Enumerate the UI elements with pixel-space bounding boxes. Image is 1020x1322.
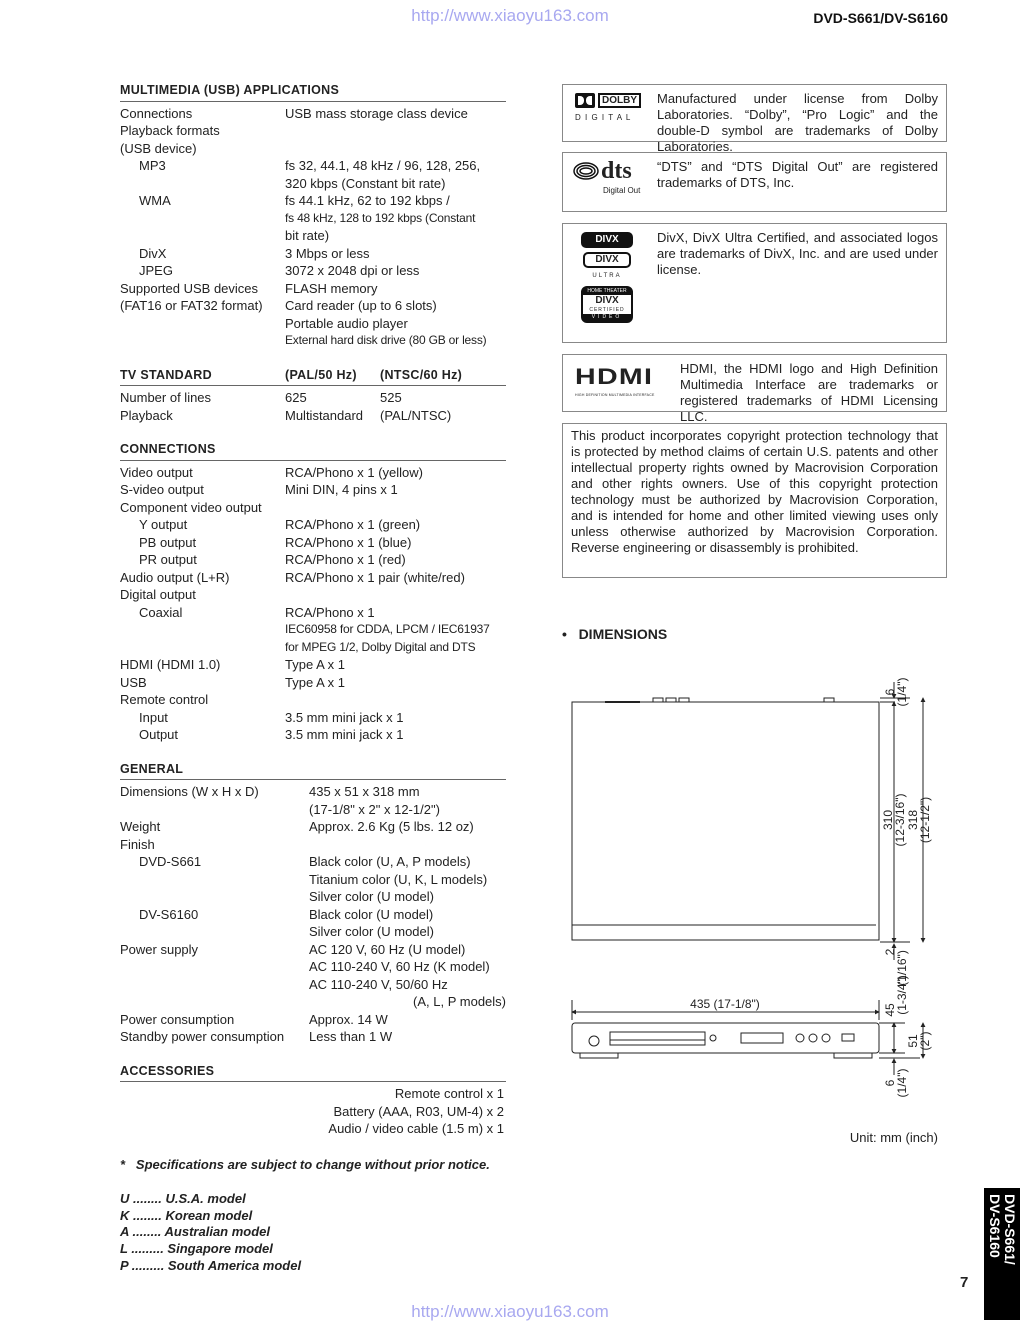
spec-value: External hard disk drive (80 GB or less)	[285, 333, 487, 347]
spec-label: Power supply	[120, 941, 199, 957]
dts-logo-subtext: Digital Out	[603, 186, 641, 195]
spec-row	[120, 941, 506, 959]
dts-trademark-text: “DTS” and “DTS Digital Out” are registered trademarks of DTS, Inc.	[657, 159, 938, 190]
spec-value: Approx. 14 W	[309, 1011, 388, 1027]
multimedia-section-title: MULTIMEDIA (USB) APPLICATIONS	[120, 82, 506, 102]
spec-value: AC 110-240 V, 60 Hz (K model)	[309, 959, 490, 974]
divx-certified-logo	[581, 286, 633, 323]
accessories-section-title: ACCESSORIES	[120, 1063, 506, 1083]
dim-top-gap-inch: (1/4")	[895, 677, 909, 707]
display-shape	[741, 1033, 783, 1043]
spec-label: Coaxial	[139, 604, 183, 620]
dim-height-body-inch: (1-3/4")	[895, 975, 909, 1015]
spec-row	[120, 297, 506, 315]
spec-label: Digital output	[120, 587, 196, 602]
spec-label: Component video output	[120, 499, 262, 515]
spec-label	[120, 332, 285, 350]
dts-trademark-box	[562, 152, 947, 212]
front-view-outline	[572, 1023, 879, 1053]
hdmi-logo-text: HDMI	[575, 364, 654, 389]
spec-value: AC 120 V, 60 Hz (U model)	[309, 941, 466, 957]
spec-value: Black color (U model)	[309, 906, 434, 922]
spec-row	[120, 656, 506, 674]
spec-value: Type A x 1	[285, 657, 345, 672]
macrovision-notice-text: This product incorporates copyright protection technology that is protected by method claims of certain U.S. patents and other intellectual property rights owned by Macrovision Corporation and other rights owners. Use of this copyright protection technology must be authorized by Macrovision Corporation, and is intended for home and other limited viewing uses only unless otherwise authorized by Macrovision Corporation. Reverse engineering or disassembly is prohibited.	[571, 428, 938, 555]
spec-row	[120, 818, 506, 836]
spec-row	[120, 140, 506, 158]
divx-home-theater-label: HOME THEATER	[583, 288, 631, 295]
spec-value: RCA/Phono x 1 pair (white/red)	[285, 569, 465, 585]
spec-label: Input	[139, 709, 168, 725]
spec-row	[120, 516, 506, 534]
double-d-icon	[575, 93, 595, 108]
spec-value: fs 48 kHz, 128 to 192 kbps (Constant	[285, 210, 476, 225]
dolby-trademark-text: Manufactured under license from Dolby Laboratories. “Dolby”, “Pro Logic” and the double-D symbol are trademarks of Dolby Laboratories.	[657, 91, 938, 154]
spec-value: 3072 x 2048 dpi or less	[285, 263, 420, 278]
spec-label: DivX	[139, 245, 167, 261]
spec-value: Silver color (U model)	[309, 889, 434, 904]
spec-label: Number of lines	[120, 390, 212, 405]
spec-row	[120, 389, 506, 407]
hdmi-logo-subtext: HIGH DEFINITION MULTIMEDIA INTERFACE	[575, 393, 655, 397]
spec-row	[120, 157, 506, 175]
spec-label: Video output	[120, 464, 193, 480]
side-tab-line: DVD-S661/	[1002, 1194, 1018, 1265]
spec-label: Output	[139, 727, 179, 742]
dimensions-drawing	[560, 660, 950, 1100]
spec-label	[120, 923, 309, 941]
spec-value: RCA/Phono x 1 (green)	[285, 517, 421, 532]
divx-certified-wordmark: DIVX	[595, 295, 619, 306]
spec-value: Portable audio player	[285, 315, 408, 331]
spec-value: (17-1/8" x 2" x 12-1/2")	[309, 801, 440, 817]
spec-value-ntsc: 525	[380, 390, 402, 405]
spec-value-ntsc: (PAL/NTSC)	[380, 407, 452, 423]
spec-value: Silver color (U model)	[309, 924, 434, 939]
spec-value	[285, 122, 506, 140]
dimensions-title: • DIMENSIONS	[562, 626, 668, 642]
disc-tray-shape	[610, 1032, 705, 1045]
divx-ultra-label: ULTRA	[592, 273, 622, 279]
spec-value: IEC60958 for CDDA, LPCM / IEC61937	[285, 622, 490, 636]
multimedia-rows	[120, 105, 506, 350]
accessory-item: Audio / video cable (1.5 m) x 1	[328, 1121, 504, 1136]
spec-value	[285, 499, 506, 517]
tv-standard-pal-col: (PAL/50 Hz)	[285, 367, 357, 382]
dts-disc-icon	[573, 162, 599, 180]
spec-label: Supported USB devices	[120, 280, 259, 296]
spec-value: RCA/Phono x 1	[285, 604, 375, 620]
spec-label: (USB device)	[120, 140, 197, 156]
hdmi-logo	[575, 364, 665, 403]
model-code: K ........ Korean model	[120, 1207, 253, 1223]
spec-row	[120, 783, 506, 801]
spec-row	[120, 853, 506, 871]
spec-row	[120, 621, 506, 639]
spec-label: Playback	[120, 407, 173, 423]
divx-trademark-box	[562, 223, 947, 343]
page-number: 7	[960, 1274, 969, 1291]
spec-label	[120, 621, 285, 639]
spec-label	[120, 958, 309, 976]
spec-row	[120, 976, 506, 994]
spec-label: Audio output (L+R)	[120, 569, 230, 585]
spec-value: RCA/Phono x 1 (yellow)	[285, 464, 423, 480]
spec-row	[120, 836, 506, 854]
dts-logo-text: dts	[601, 158, 632, 184]
spec-row	[120, 551, 506, 569]
spec-label: MP3	[139, 158, 166, 173]
model-code: P ......... South America model	[120, 1257, 302, 1273]
spec-value: 3.5 mm mini jack x 1	[285, 709, 404, 725]
spec-row	[120, 674, 506, 692]
spec-label: Finish	[120, 836, 155, 852]
divx-certified-label: CERTIFIED	[589, 307, 625, 313]
spec-label: JPEG	[139, 263, 173, 278]
tv-standard-header	[120, 367, 506, 387]
model-code: L ......... Singapore model	[120, 1241, 273, 1257]
general-rows	[120, 783, 506, 1046]
power-button-shape	[589, 1036, 599, 1046]
tv-standard-ntsc-col: (NTSC/60 Hz)	[380, 367, 463, 382]
spec-value: bit rate)	[285, 228, 330, 243]
spec-label: USB	[120, 674, 147, 690]
spec-label	[120, 993, 309, 1011]
spec-value: FLASH memory	[285, 280, 378, 296]
spec-label	[120, 210, 285, 228]
dolby-digital-logo	[575, 93, 655, 126]
spec-row	[120, 534, 506, 552]
tv-standard-title: TV STANDARD	[120, 367, 212, 382]
dim-front-gap: 2	[883, 948, 897, 956]
model-code: U ........ U.S.A. model	[120, 1191, 246, 1206]
spec-label: PB output	[139, 534, 197, 550]
divx-video-label: VIDEO	[583, 314, 631, 321]
spec-label	[120, 801, 309, 819]
spec-label	[120, 227, 285, 245]
spec-label	[120, 315, 285, 333]
source-url-top[interactable]: http://www.xiaoyu163.com	[411, 6, 609, 25]
spec-row	[120, 871, 506, 889]
dolby-logo-subtext: D I G I T A L	[575, 113, 632, 122]
spec-value: RCA/Phono x 1 (red)	[285, 552, 406, 567]
macrovision-notice-box	[562, 423, 947, 578]
divx-ultra-logo: DIVX	[583, 252, 631, 268]
spec-value: fs 32, 44.1, 48 kHz / 96, 128, 256,	[285, 158, 481, 173]
spec-row	[120, 906, 506, 924]
spec-value: (A, L, P models)	[413, 994, 506, 1009]
spec-label: PR output	[139, 552, 197, 567]
spec-value: 435 x 51 x 318 mm	[309, 784, 420, 799]
spec-row	[120, 604, 506, 622]
spec-row	[120, 105, 506, 123]
hdmi-trademark-text: HDMI, the HDMI logo and High Definition Multimedia Interface are trademarks or registered trademarks of HDMI Licensing LLC.	[680, 361, 938, 424]
dim-foot: 6	[883, 1079, 897, 1087]
spec-label: Standby power consumption	[120, 1029, 285, 1044]
dim-foot-inch: (1/4")	[895, 1068, 909, 1098]
spec-value: 3 Mbps or less	[285, 245, 370, 261]
spec-value: 3.5 mm mini jack x 1	[285, 727, 404, 742]
spec-label: Dimensions (W x H x D)	[120, 784, 259, 799]
spec-label: Playback formats	[120, 123, 220, 138]
accessory-item: Remote control x 1	[394, 1086, 504, 1101]
dts-digital-out-logo	[573, 158, 653, 199]
spec-value: fs 44.1 kHz, 62 to 192 kbps /	[285, 193, 450, 208]
spec-row	[120, 175, 506, 193]
spec-row	[120, 639, 506, 657]
spec-row	[120, 122, 506, 140]
spec-row	[120, 262, 506, 280]
model-side-tab	[984, 1188, 1020, 1320]
divx-trademark-text: DivX, DivX Ultra Certified, and associated logos are trademarks of DivX, Inc. and are used under license.	[657, 230, 938, 277]
spec-row	[120, 210, 506, 228]
spec-row	[120, 332, 506, 350]
dim-depth-total: 318	[906, 809, 920, 831]
spec-row	[120, 192, 506, 210]
spec-label	[120, 871, 309, 889]
dolby-trademark-box	[562, 84, 947, 154]
spec-row	[120, 499, 506, 517]
top-view-outline	[572, 702, 879, 940]
dim-height-total: 51	[906, 1034, 920, 1048]
spec-row	[120, 709, 506, 727]
dim-depth-total-inch: (12-1/2")	[918, 796, 932, 844]
spec-value: for MPEG 1/2, Dolby Digital and DTS	[285, 639, 476, 654]
spec-value: Type A x 1	[285, 674, 345, 690]
spec-value: Mini DIN, 4 pins x 1	[285, 482, 398, 497]
spec-value: USB mass storage class device	[285, 105, 468, 121]
spec-value-pal: Multistandard	[285, 407, 364, 423]
spec-row	[120, 586, 506, 604]
spec-value: Titanium color (U, K, L models)	[309, 871, 488, 887]
spec-value	[285, 140, 506, 158]
side-tab-label	[987, 1194, 1017, 1265]
connections-rows	[120, 464, 506, 744]
spec-label: Connections	[120, 105, 193, 121]
model-code: A ........ Australian model	[120, 1224, 271, 1240]
dim-depth-body: 310	[881, 809, 895, 831]
spec-label: Y output	[139, 517, 188, 532]
model-code-list	[120, 1191, 506, 1275]
accessory-item: Battery (AAA, R03, UM-4) x 2	[333, 1103, 504, 1119]
specifications-column	[120, 82, 506, 1275]
spec-label: Remote control	[120, 692, 209, 707]
spec-row	[120, 481, 506, 499]
spec-label	[120, 175, 285, 193]
spec-value	[285, 691, 506, 709]
dim-width: 435 (17-1/8")	[690, 997, 760, 1011]
dimensions-unit: Unit: mm (inch)	[849, 1130, 938, 1145]
dim-front-gap-inch: (1/16")	[895, 950, 909, 986]
spec-row	[120, 227, 506, 245]
hdmi-trademark-box	[562, 354, 947, 424]
dim-height-total-inch: (2")	[918, 1031, 932, 1051]
spec-value: Approx. 2.6 Kg (5 lbs. 12 oz)	[309, 819, 474, 834]
spec-row	[120, 464, 506, 482]
spec-value: RCA/Phono x 1 (blue)	[285, 534, 412, 550]
spec-value: Black color (U, A, P models)	[309, 854, 471, 869]
spec-row	[120, 993, 506, 1011]
spec-row	[120, 923, 506, 941]
connections-section-title: CONNECTIONS	[120, 441, 506, 461]
spec-value: 320 kbps (Constant bit rate)	[285, 175, 446, 191]
spec-value: Card reader (up to 6 slots)	[285, 298, 437, 313]
model-header: DVD-S661/DV-S6160	[813, 10, 948, 26]
spec-label: DVD-S661	[139, 854, 202, 869]
spec-label	[120, 639, 285, 657]
divx-logo: DIVX	[581, 232, 633, 248]
spec-value	[285, 586, 506, 604]
spec-value: AC 110-240 V, 50/60 Hz	[309, 976, 448, 992]
dim-height-body: 45	[883, 1003, 897, 1017]
dim-top-gap: 6	[883, 688, 897, 696]
spec-row	[120, 801, 506, 819]
dim-depth-body-inch: (12-3/16")	[893, 793, 907, 847]
divx-logos	[581, 232, 637, 323]
spec-row	[120, 691, 506, 709]
spec-row	[120, 315, 506, 333]
spec-row	[120, 1011, 506, 1029]
spec-value: Less than 1 W	[309, 1029, 393, 1044]
spec-value	[309, 836, 506, 854]
spec-label: (FAT16 or FAT32 format)	[120, 298, 263, 313]
side-tab-line: DV-S6160	[987, 1194, 1003, 1258]
spec-row	[120, 280, 506, 298]
spec-row	[120, 726, 506, 744]
spec-label	[120, 976, 309, 994]
spec-label: HDMI (HDMI 1.0)	[120, 657, 221, 672]
spec-row	[120, 569, 506, 587]
spec-label: WMA	[139, 193, 171, 208]
spec-row	[120, 245, 506, 263]
spec-label: DV-S6160	[139, 906, 199, 922]
spec-row	[120, 1028, 506, 1046]
source-url-bottom[interactable]: http://www.xiaoyu163.com	[411, 1302, 609, 1321]
spec-row	[120, 888, 506, 906]
spec-label: Weight	[120, 819, 161, 834]
spec-value-pal: 625	[285, 390, 307, 405]
spec-label	[120, 888, 309, 906]
spec-row	[120, 958, 506, 976]
dolby-logo-text: DOLBY	[598, 93, 641, 108]
spec-row	[120, 407, 506, 425]
spec-change-note: * Specifications are subject to change without prior notice.	[120, 1156, 490, 1172]
spec-label: S-video output	[120, 482, 204, 497]
spec-label: Power consumption	[120, 1011, 235, 1027]
general-section-title: GENERAL	[120, 761, 506, 781]
